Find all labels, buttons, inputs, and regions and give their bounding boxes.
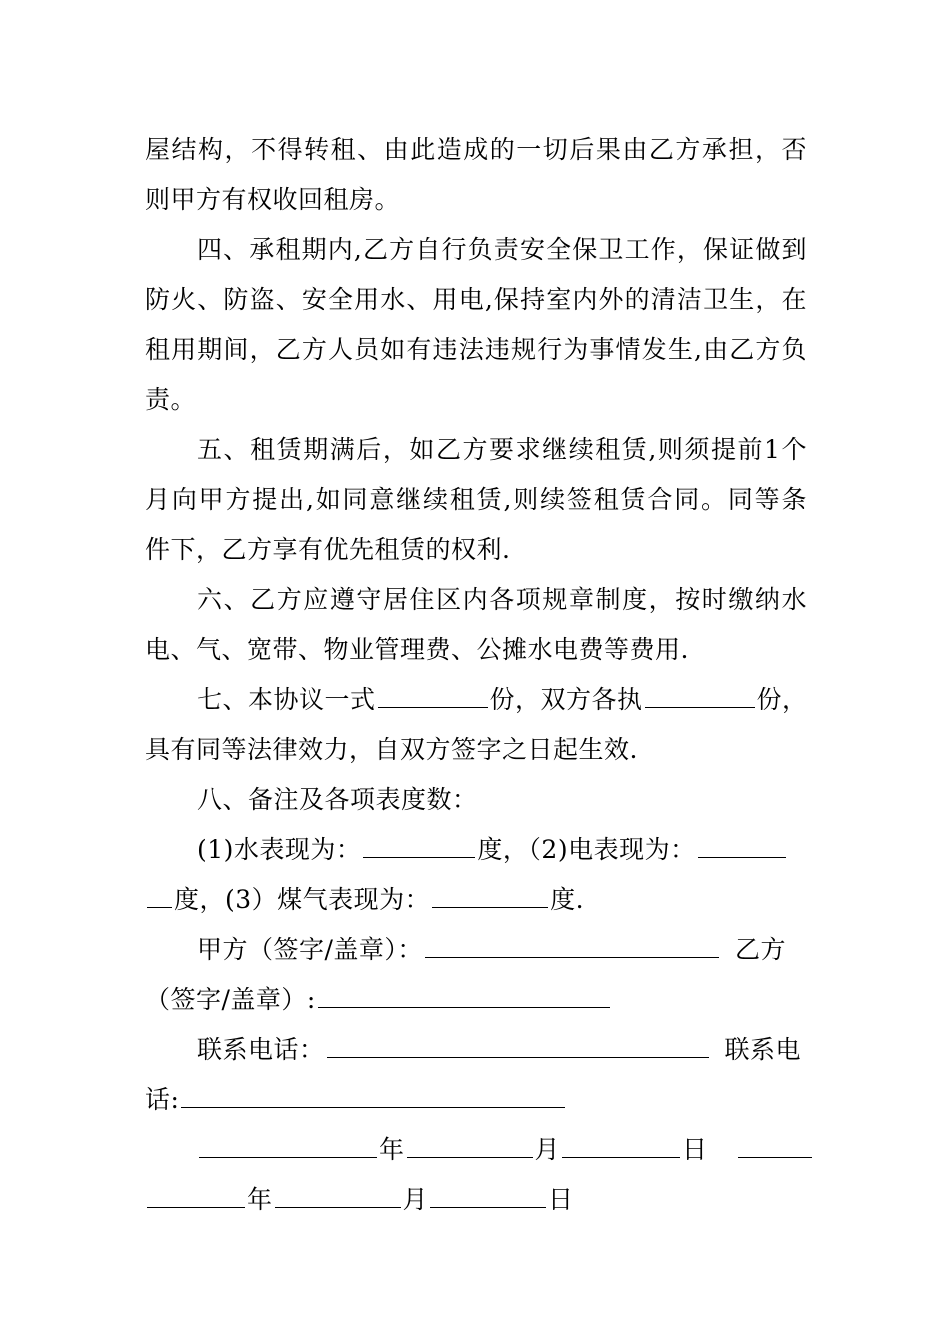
copies-blank[interactable] — [378, 687, 488, 708]
party-b-year-blank[interactable] — [738, 1137, 812, 1158]
date-line: 年 月 日 — [197, 1134, 807, 1166]
meter-readings-line: 度，(3）煤气表现为： 度. — [145, 884, 807, 916]
clause-8-heading: 八、备注及各项表度数： — [197, 785, 478, 814]
paragraph-line: 屋结构，不得转租、由此造成的一切后果由乙方承担，否 — [145, 135, 807, 164]
paragraph-line: 具有同等法律效力，自双方签字之日起生效. — [145, 735, 638, 764]
gas-meter-blank[interactable] — [432, 887, 548, 908]
party-a-month-blank[interactable] — [407, 1137, 533, 1158]
paragraph-line: 月向甲方提出,如同意继续租赁,则续签租赁合同。同等条 — [145, 485, 807, 514]
party-b-month-blank[interactable] — [275, 1187, 401, 1208]
party-b-year-blank-cont[interactable] — [147, 1187, 245, 1208]
party-a-sign-line: 甲方（签字/盖章）： 乙方 — [197, 935, 786, 964]
clause-4-line: 四、承租期内,乙方自行负责安全保卫工作，保证做到 — [197, 235, 807, 264]
party-b-phone-blank[interactable] — [181, 1087, 565, 1108]
party-b-sign-line: （签字/盖章）: — [145, 984, 807, 1016]
electric-meter-blank[interactable] — [698, 837, 786, 858]
party-a-year-blank[interactable] — [199, 1137, 377, 1158]
electric-meter-blank-cont[interactable] — [147, 887, 172, 908]
paragraph-line: 责。 — [145, 385, 197, 414]
party-a-day-blank[interactable] — [562, 1137, 680, 1158]
party-b-day-blank[interactable] — [430, 1187, 546, 1208]
paragraph-line: 租用期间，乙方人员如有违法违规行为事情发生,由乙方负 — [145, 335, 807, 364]
phone-line: 话: — [145, 1084, 807, 1116]
date-line: 年 月 日 — [145, 1184, 807, 1216]
paragraph-line: 防火、防盗、安全用水、用电,保持室内外的清洁卫生，在 — [145, 285, 807, 314]
meter-readings-line: (1)水表现为： 度，（2)电表现为： — [197, 834, 807, 866]
clause-7-line: 七、本协议一式 份，双方各执 份， — [197, 685, 808, 714]
copies-each-blank[interactable] — [645, 687, 755, 708]
phone-line: 联系电话： 联系电 — [197, 1035, 802, 1064]
clause-6-line: 六、乙方应遵守居住区内各项规章制度，按时缴纳水 — [197, 585, 807, 614]
paragraph-line: 件下，乙方享有优先租赁的权利. — [145, 535, 511, 564]
water-meter-blank[interactable] — [363, 837, 475, 858]
party-a-signature-blank[interactable] — [425, 937, 719, 958]
paragraph-line: 电、气、宽带、物业管理费、公摊水电费等费用. — [145, 635, 689, 664]
party-a-phone-blank[interactable] — [327, 1037, 709, 1058]
clause-5-line: 五、租赁期满后，如乙方要求继续租赁,则须提前1个 — [197, 435, 807, 464]
paragraph-line: 则甲方有权收回租房。 — [145, 185, 401, 214]
party-b-signature-blank[interactable] — [318, 987, 610, 1008]
